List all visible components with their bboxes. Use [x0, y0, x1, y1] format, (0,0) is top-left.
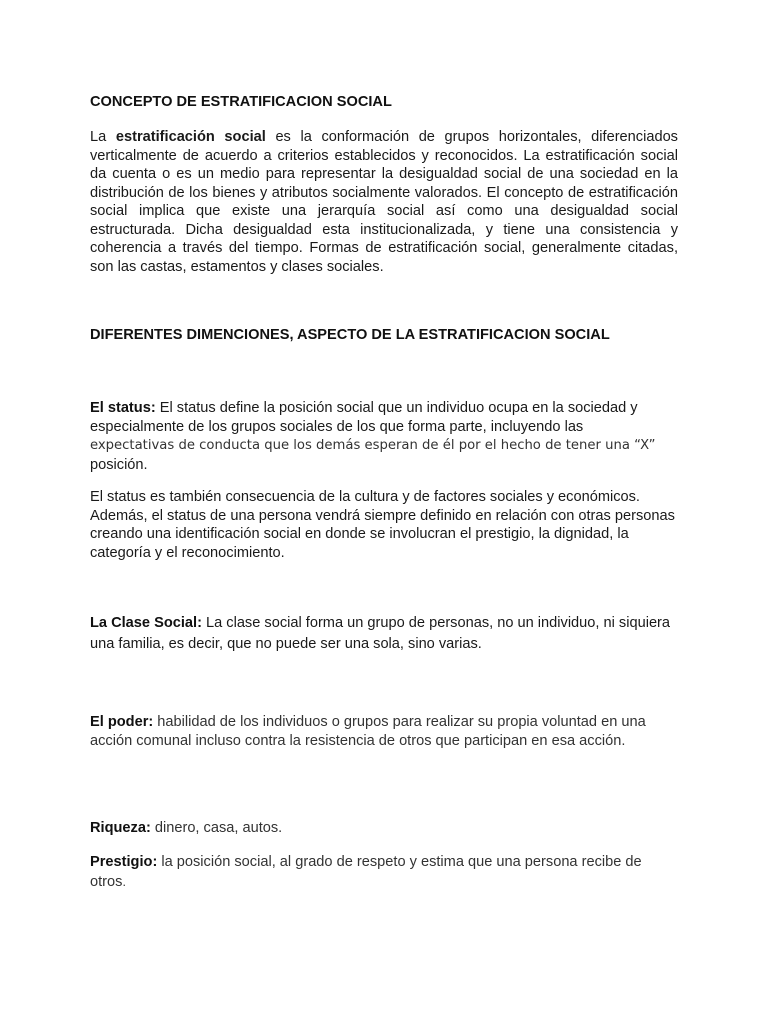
label-poder: El poder: — [90, 714, 154, 730]
text-riqueza: dinero, casa, autos. — [150, 820, 283, 836]
text-poder: habilidad de los individuos o grupos para realizar su propia voluntad en una acción comunal incluso contra la resistencia de otros que participan en esa acción. — [90, 714, 646, 749]
paragraph-clase-social — [90, 613, 678, 655]
paragraph-prestigio — [90, 852, 678, 892]
paragraph-concepto-pre: La — [90, 129, 116, 145]
text-status-posicion: posición. — [90, 456, 148, 473]
label-prestigio: Prestigio: — [90, 854, 158, 870]
text-clase-social: La clase social forma un grupo de personas, no un individuo, ni siquiera una familia, es decir, que no puede ser una sola, sino varias. — [90, 615, 671, 652]
text-prestigio: la posición social, al grado de respeto y estima que una persona recibe de otros — [90, 854, 642, 890]
paragraph-poder — [90, 713, 678, 750]
paragraph-concepto-body: es la conformación de grupos horizontales, diferenciados verticalmente de acuerdo a criterios establecidos y reconocidos. La estratificación social da cuenta o es un medio para representar la desigualdad social de una sociedad en la distribución de los bienes y atributos socialmente valorados. El concepto de estratificación social implica que existe una jerarquía social así como una desigualdad social estructurada. Dicha desigualdad esta institucionalizada, y tiene una consistencia y coherencia a través del tiempo. Formas de estratificación social, generalmente citadas, son las castas, estamentos y clases sociales. — [90, 129, 678, 275]
label-status: El status: — [90, 400, 156, 416]
label-riqueza: Riqueza: — [90, 820, 151, 836]
heading-dimensiones: DIFERENTES DIMENCIONES, ASPECTO DE LA ESTRATIFICACION SOCIAL — [90, 327, 610, 343]
text-prestigio-end: . — [122, 875, 126, 889]
paragraph-concepto — [90, 128, 678, 276]
paragraph-status-2: El status es también consecuencia de la cultura y de factores sociales y económicos. Además, el status de una persona vendrá siempre definido en relación con otras personas creando una identificación social en donde se involucran el prestigio, la dignidad, la categoría y el reconocimiento. — [90, 489, 675, 561]
text-status: El status define la posición social que un individuo ocupa en la sociedad y especialmente de los grupos sociales de los que forma parte, incluyendo las — [90, 400, 638, 435]
text-status-expectativas: expectativas de conducta que los demás esperan de él por el hecho de tener una “X” — [90, 438, 656, 453]
term-estratificacion-social: estratificación social — [115, 129, 266, 145]
paragraph-riqueza — [90, 819, 678, 838]
paragraph-status — [90, 399, 678, 474]
label-clase-social: La Clase Social: — [90, 615, 202, 631]
heading-concepto: CONCEPTO DE ESTRATIFICACION SOCIAL — [90, 94, 392, 110]
